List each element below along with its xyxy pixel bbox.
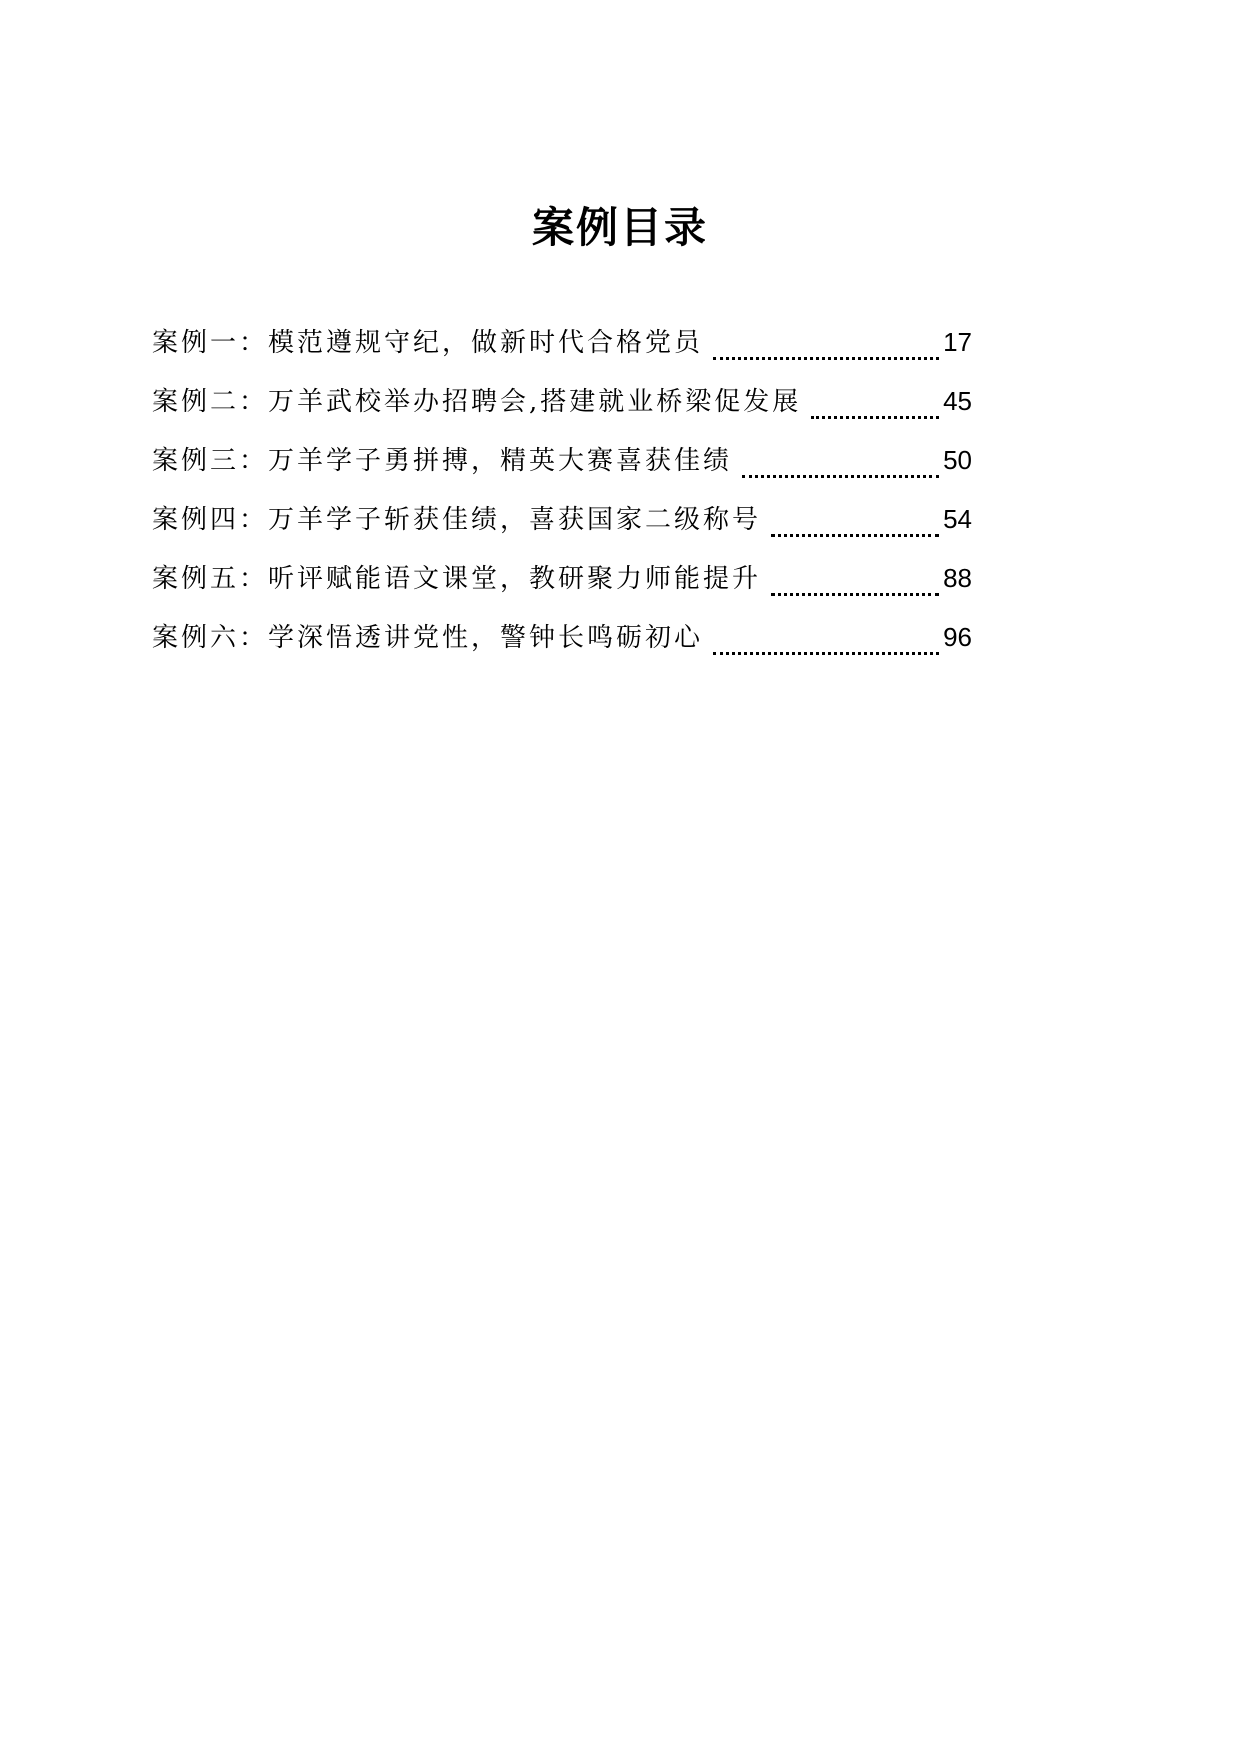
dot-leader: [742, 455, 939, 481]
toc-page-number: 17: [943, 327, 972, 357]
toc-entry-label: 案例四：万羊学子斩获佳绩，喜获国家二级称号: [152, 505, 762, 535]
toc-page-number: 45: [943, 386, 972, 416]
table-of-contents: [152, 320, 972, 674]
dot-leader: [771, 514, 939, 540]
toc-entry-label: 案例五：听评赋能语文课堂，教研聚力师能提升: [152, 564, 762, 594]
toc-page-number: 88: [943, 563, 972, 593]
toc-page-number: 50: [943, 445, 972, 475]
toc-entry-5[interactable]: [152, 556, 972, 615]
toc-entry-6[interactable]: [152, 615, 972, 674]
toc-entry-label: 案例一：模范遵规守纪，做新时代合格党员: [152, 328, 704, 358]
dot-leader: [713, 337, 939, 363]
page-title: 案例目录: [531, 203, 708, 252]
dot-leader: [771, 573, 939, 599]
toc-entry-label: 案例三：万羊学子勇拼搏，精英大赛喜获佳绩: [152, 446, 733, 476]
toc-entry-4[interactable]: [152, 497, 972, 556]
dot-leader: [811, 396, 939, 422]
toc-page-number: 96: [943, 622, 972, 652]
toc-entry-label: 案例二：万羊武校举办招聘会,搭建就业桥梁促发展: [152, 387, 802, 417]
toc-entry-2[interactable]: [152, 379, 972, 438]
dot-leader: [713, 632, 939, 658]
toc-page-number: 54: [943, 504, 972, 534]
toc-entry-3[interactable]: [152, 438, 972, 497]
toc-entry-1[interactable]: [152, 320, 972, 379]
toc-entry-label: 案例六：学深悟透讲党性，警钟长鸣砺初心: [152, 623, 704, 653]
